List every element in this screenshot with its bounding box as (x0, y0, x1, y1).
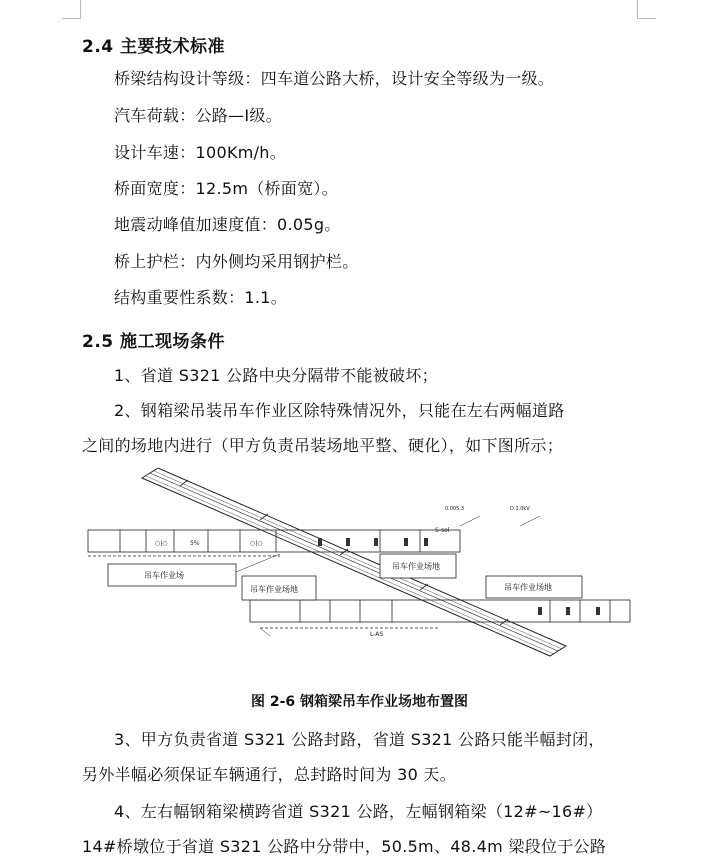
standard-item: 地震动峰值加速度值：0.05g。 (114, 215, 341, 234)
standard-item: 设计车速：100Km/h。 (114, 143, 287, 162)
standard-item: 结构重要性系数：1.1。 (114, 288, 288, 307)
svg-text:D.1.0kV: D.1.0kV (510, 506, 530, 512)
site-layout-drawing (80, 468, 640, 683)
standard-item: 桥梁结构设计等级：四车道公路大桥，设计安全等级为一级。 (114, 69, 555, 88)
condition-paragraph-4-line-2: 14#桥墩位于省道 S321 公路中分带中，50.5m、48.4m 梁段位于公路 (82, 837, 607, 856)
label-area-right-top: 吊车作业场地 (392, 562, 440, 571)
svg-text:L-AS: L-AS (370, 631, 384, 638)
svg-text:S-sol: S-sol (435, 527, 450, 534)
svg-text:5%: 5% (190, 540, 200, 547)
crop-mark-top-right-vertical (637, 0, 638, 18)
crop-mark-top-right-horizontal (637, 18, 656, 19)
crop-mark-top-left-horizontal (62, 18, 81, 19)
svg-text:○|○: ○|○ (155, 540, 168, 547)
svg-text:○|○: ○|○ (250, 540, 263, 547)
standard-item: 桥上护栏：内外侧均采用钢护栏。 (114, 252, 359, 271)
section-heading-2-4: 2.4 主要技术标准 (82, 37, 226, 57)
label-area-right: 吊车作业场地 (504, 583, 552, 592)
standard-item: 桥面宽度：12.5m（桥面宽）。 (114, 179, 339, 198)
condition-paragraph-1: 1、省道 S321 公路中央分隔带不能被破坏； (114, 366, 438, 385)
right-road-band (250, 600, 630, 622)
section-heading-2-5: 2.5 施工现场条件 (82, 332, 226, 352)
condition-paragraph-2-line-1: 2、钢箱梁吊装吊车作业区除特殊情况外，只能在左右两幅道路 (114, 401, 565, 420)
condition-paragraph-4-line-1: 4、左右幅钢箱梁横跨省道 S321 公路，左幅钢箱梁（12#~16#） (114, 802, 603, 821)
condition-paragraph-2-line-2: 之间的场地内进行（甲方负责吊装场地平整、硬化），如下图所示； (82, 436, 564, 455)
steel-box-girder (142, 468, 566, 656)
condition-paragraph-3-line-1: 3、甲方负责省道 S321 公路封路，省道 S321 公路只能半幅封闭， (114, 730, 605, 749)
label-area-left: 吊车作业场 (144, 571, 184, 580)
svg-text:0.005.3: 0.005.3 (445, 506, 465, 512)
figure-caption: 图 2-6 钢箱梁吊车作业场地布置图 (250, 694, 469, 710)
label-area-center: 吊车作业场地 (250, 585, 298, 594)
condition-paragraph-3-line-2: 另外半幅必须保证车辆通行，总封路时间为 30 天。 (82, 765, 457, 784)
crop-mark-top-left-vertical (80, 0, 81, 18)
standard-item: 汽车荷载：公路—Ⅰ级。 (114, 106, 283, 125)
